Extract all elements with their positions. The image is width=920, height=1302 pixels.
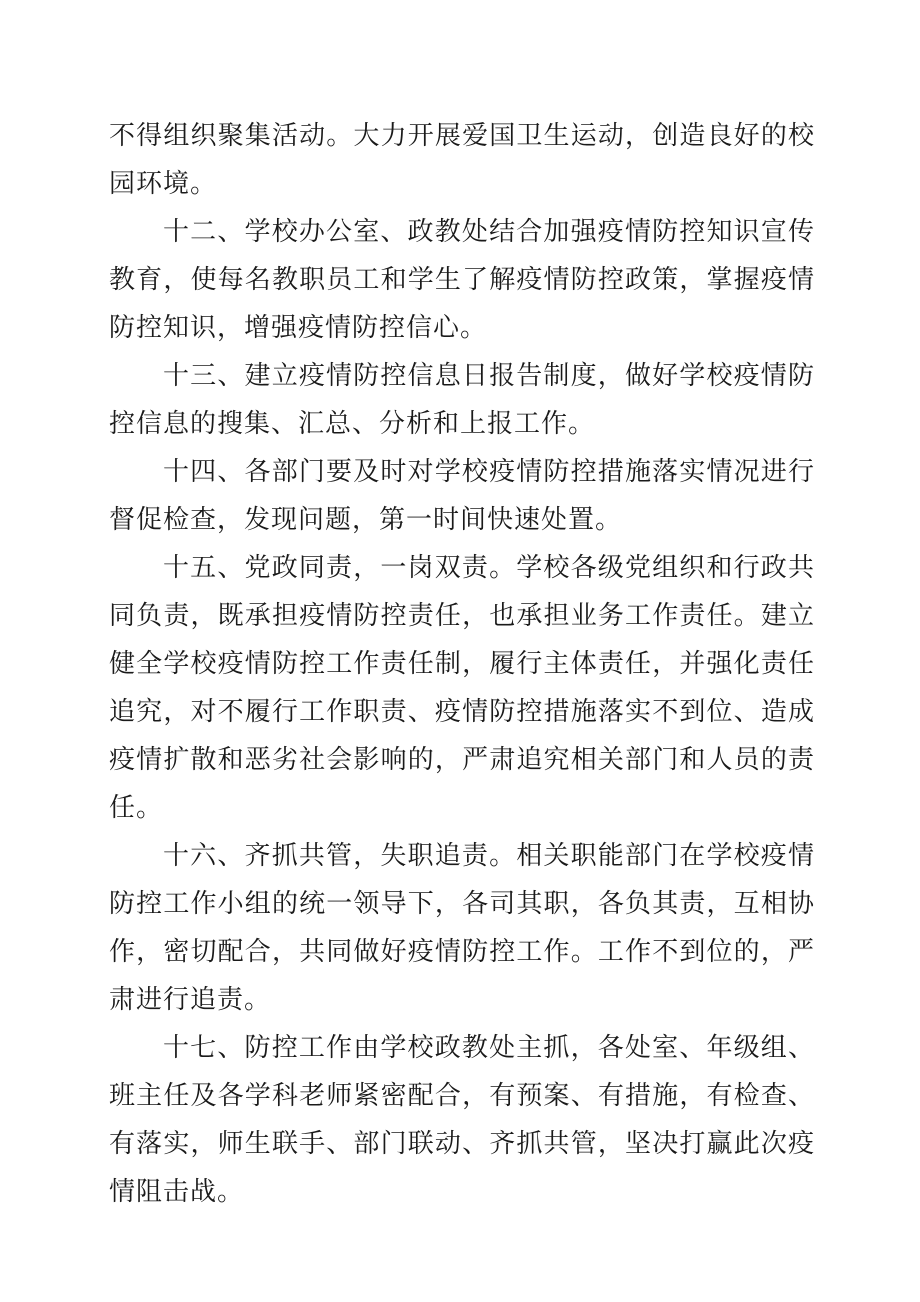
paragraph-item-14: 十四、各部门要及时对学校疫情防控措施落实情况进行督促检查，发现问题，第一时间快速处置。 (109, 457, 815, 535)
paragraph-item-17: 十七、防控工作由学校政教处主抓，各处室、年级组、班主任及各学科老师紧密配合，有预案、有措施，有检查、有落实，师生联手、部门联动、齐抓共管，坚决打赢此次疫情阻击战。 (109, 1033, 815, 1207)
paragraph-item-15: 十五、党政同责，一岗双责。学校各级党组织和行政共同负责，既承担疫情防控责任，也承担业务工作责任。建立健全学校疫情防控工作责任制，履行主体责任，并强化责任追究，对不履行工作职责、疫情防控措施落实不到位、造成疫情扩散和恶劣社会影响的，严肃追究相关部门和人员的责任。 (109, 553, 815, 823)
paragraph-continuation: 不得组织聚集活动。大力开展爱国卫生运动，创造良好的校园环境。 (109, 121, 815, 199)
document-body (109, 112, 815, 1216)
paragraph-item-12: 十二、学校办公室、政教处结合加强疫情防控知识宣传教育，使每名教职员工和学生了解疫情防控政策，掌握疫情防控知识，增强疫情防控信心。 (109, 217, 815, 343)
paragraph-item-13: 十三、建立疫情防控信息日报告制度，做好学校疫情防控信息的搜集、汇总、分析和上报工作。 (109, 361, 815, 439)
paragraph-item-16: 十六、齐抓共管，失职追责。相关职能部门在学校疫情防控工作小组的统一领导下，各司其职，各负其责，互相协作，密切配合，共同做好疫情防控工作。工作不到位的，严肃进行追责。 (109, 841, 815, 1015)
